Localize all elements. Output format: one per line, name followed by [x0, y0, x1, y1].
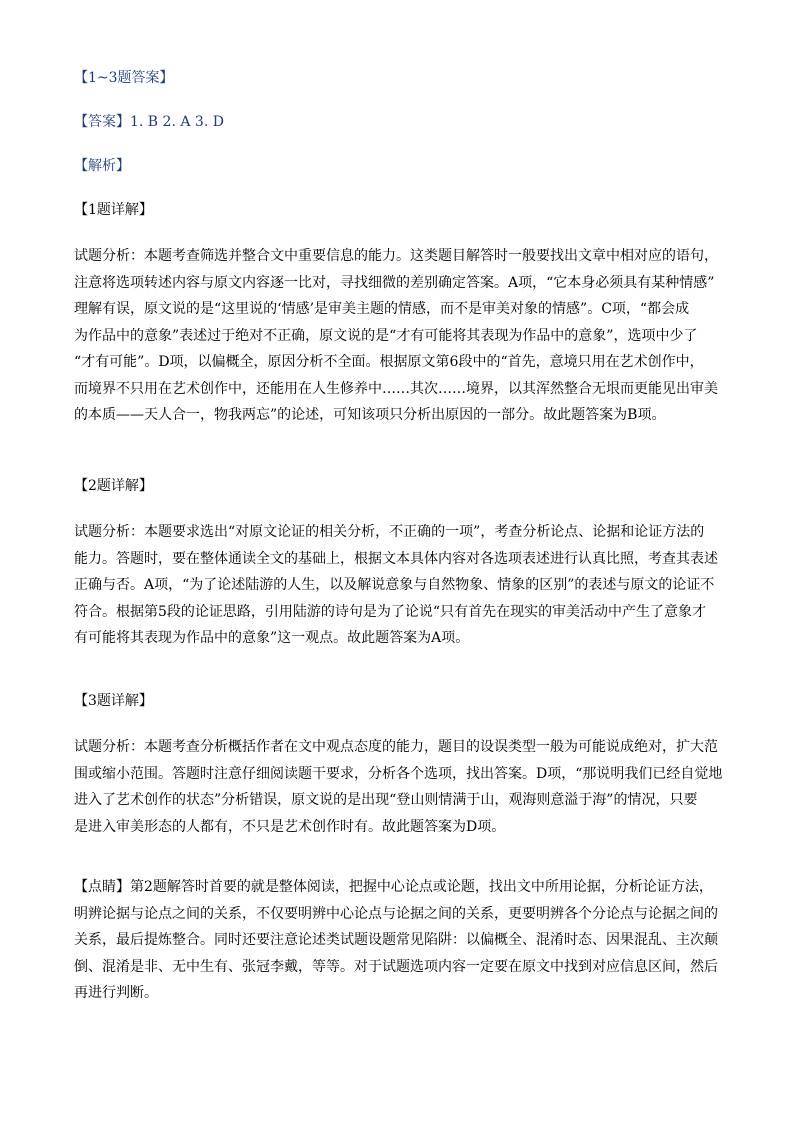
q3-line: 围或缩小范围。答题时注意仔细阅读题干要求，分析各个选项，找出答案。D项，“那说明我们已经自觉地: [74, 765, 723, 782]
q2-analysis: [74, 519, 724, 652]
q1-line: 理解有误，原文说的是“这里说的‘情感’是审美主题的情感，而不是审美对象的情感”。C项，“都会成: [74, 301, 690, 317]
q1-line: 的本质——天人合一，物我两忘”的论述，可知该项只分析出原因的一部分。故此题答案为B项。: [74, 407, 666, 423]
q1-title: 【1题详解】: [74, 202, 153, 218]
q3-title: 【3题详解】: [74, 693, 153, 709]
q2-line: 正确与否。A项，“为了论述陆游的人生，以及解说意象与自然物象、情象的区别”的表述与原文的论证不: [74, 577, 715, 593]
q2-line: 有可能将其表现为作品中的意象”这一观点。故此题答案为A项。: [74, 630, 470, 646]
answer-section-heading: 【1~3题答案】: [74, 70, 174, 86]
q2-line: 试题分析：本题要求选出“对原文论证的相关分析，不正确的一项”，考查分析论点、论据和论证方法的: [74, 524, 705, 540]
q3-line: 试题分析：本题考查分析概括作者在文中观点态度的能力，题目的设误类型一般为可能说成绝对，扩大范: [74, 739, 718, 755]
analysis-label: 【解析】: [74, 158, 130, 174]
q3-analysis: [74, 734, 724, 840]
tip-line: 再进行判断。: [74, 985, 158, 1001]
q1-analysis: [74, 243, 724, 429]
tip-line: 明辨论据与论点之间的关系，不仅要明辨中心论点与论据之间的关系，更要明辨各个分论点与论据之间的: [74, 905, 718, 922]
q1-line: 试题分析：本题考查筛选并整合文中重要信息的能力。这类题目解答时一般要找出文章中相对应的语句，: [74, 248, 718, 264]
q1-line: 为作品中的意象”表述过于绝对不正确，原文说的是“才有可能将其表现为作品中的意象”，选项中少了: [74, 327, 698, 344]
answer-line: 【答案】1. B 2. A 3. D: [74, 114, 224, 130]
q1-line: 而境界不只用在艺术创作中，还能用在人生修养中……其次……境界，以其浑然整合无垠而更能见出审美: [74, 380, 718, 397]
q3-line: 是进入审美形态的人都有，不只是艺术创作时有。故此题答案为D项。: [74, 818, 506, 835]
tip-line: 关系，最后提炼整合。同时还要注意论述类试题设题常见陷阱：以偏概全、混淆时态、因果混乱、主次颠: [74, 932, 718, 948]
q1-line: “才有可能”。D项，以偏概全，原因分析不全面。根据原文第6段中的“首先，意境只用在艺术创作中，: [74, 354, 704, 370]
q2-title: 【2题详解】: [74, 478, 153, 494]
tip-paragraph: [74, 874, 724, 1007]
q1-line: 注意将选项转述内容与原文内容逐一比对，寻找细微的差别确定答案。A项，“它本身必须具有某种情感”: [74, 274, 715, 291]
tip-line: 倒、混淆是非、无中生有、张冠李戴，等等。对于试题选项内容一定要在原文中找到对应信息区间，然后: [74, 958, 718, 975]
q2-line: 符合。根据第5段的论证思路，引用陆游的诗句是为了论说“只有首先在现实的审美活动中产生了意象才: [74, 603, 707, 620]
q2-line: 能力。答题时，要在整体通读全文的基础上，根据文本具体内容对各选项表述进行认真比照，考查其表述: [74, 550, 718, 567]
tip-line: 【点睛】第2题解答时首要的就是整体阅读，把握中心论点或论题，找出文中所用论据，分析论证方法，: [74, 879, 713, 895]
q3-line: 进入了艺术创作的状态”分析错误，原文说的是出现“登山则情满于山，观海则意溢于海”的情况，只要: [74, 792, 698, 808]
